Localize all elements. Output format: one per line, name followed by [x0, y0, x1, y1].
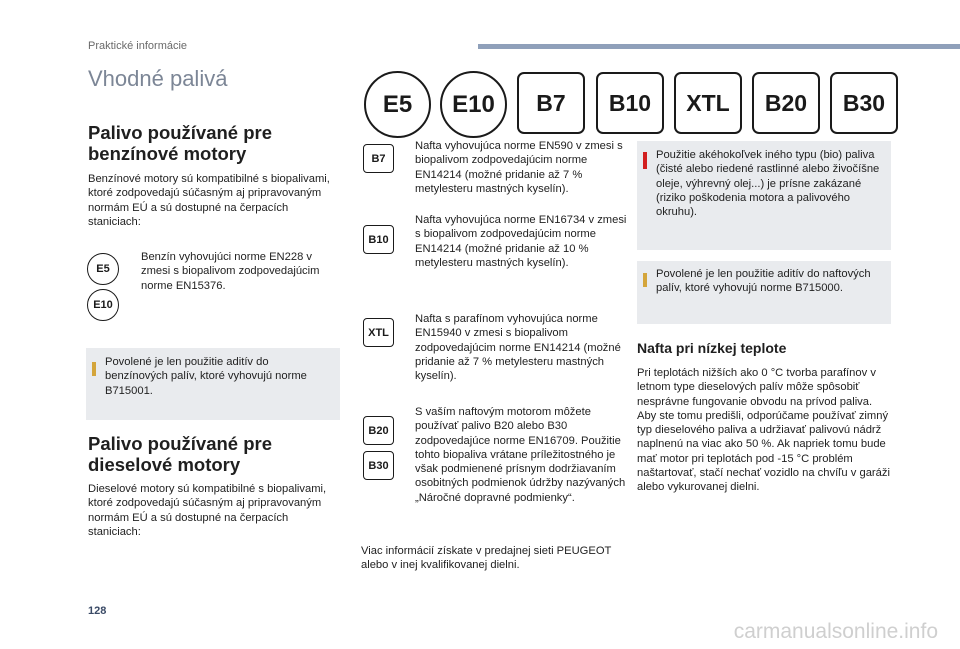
fuel-label-b10: B10 [596, 72, 664, 134]
warning-icon [643, 152, 647, 169]
b10-description: Nafta vyhovujúca norme EN16734 v zmesi s biopalivom zodpovedajúcim norme EN14214 (možné pridanie až 10 % metylesteru mastných kyselín). [415, 214, 627, 269]
diesel-intro: Dieselové motory sú kompatibilné s biopalivami, ktoré zodpovedajú súčasným aj pripravovaným normám EÚ a sú dostupné na čerpacích staniciach: [88, 483, 327, 538]
info-icon [643, 273, 647, 287]
watermark: carmanualsonline.info [733, 620, 938, 643]
diesel-note-text: Povolené je len použitie aditív do naftových palív, ktoré vyhovujú norme B715000. [656, 268, 871, 295]
fuel-label-b30: B30 [830, 72, 898, 134]
petrol-intro: Benzínové motory sú kompatibilné s biopalivami, ktoré zodpovedajú súčasným aj pripravovaným normám EÚ a sú dostupné na čerpacích staniciach: [88, 173, 330, 228]
petrol-note-text: Povolené je len použitie aditív do benzínových palív, ktoré vyhovujú norme B715001. [105, 356, 307, 397]
fuel-label-xtl: XTL [674, 72, 742, 134]
diesel-heading-line2: dieselové motory [88, 454, 241, 475]
info-icon [92, 362, 96, 376]
xtl-icon: XTL [363, 318, 394, 347]
b20-icon: B20 [363, 416, 394, 445]
petrol-heading-line2: benzínové motory [88, 143, 247, 164]
cold-heading: Nafta pri nízkej teplote [637, 340, 787, 356]
b7-description: Nafta vyhovujúca norme EN590 v zmesi s biopalivom zodpovedajúcim norme EN14214 (možné pridanie až 7 % metylesteru mastných kyselín). [415, 140, 623, 195]
petrol-heading [88, 122, 338, 164]
page-title: Vhodné palivá [88, 66, 228, 91]
fuel-label-e5: E5 [364, 71, 431, 138]
b20-b30-description: S vaším naftovým motorom môžete používať palivo B20 alebo B30 zodpovedajúce norme EN16709. Použitie tohto biopaliva vrátane príležitostného je však podmienené prísnym dodržiavaním osobitných podmienok údržby nazývaných „Náročné dopravné podmienky“. [415, 406, 626, 504]
diesel-heading [88, 433, 338, 475]
e10-icon: E10 [87, 289, 119, 321]
xtl-description: Nafta s parafínom vyhovujúca norme EN15940 v zmesi s biopalivom zodpovedajúcim norme EN14214 (možné pridanie až 7 % metylesteru mastných kyselín). [415, 313, 621, 383]
e5-icon: E5 [87, 253, 119, 285]
diesel-heading-line1: Palivo používané pre [88, 433, 273, 454]
page-number: 128 [88, 605, 107, 617]
petrol-fuel-description: Benzín vyhovujúci norme EN228 v zmesi s biopalivom zodpovedajúcim norme EN15376. [141, 251, 320, 292]
b7-icon: B7 [363, 144, 394, 173]
diesel-note-box [637, 261, 891, 324]
fuel-label-e10: E10 [440, 71, 507, 138]
fuel-label-b7: B7 [517, 72, 585, 134]
petrol-note-box [86, 348, 340, 420]
b30-icon: B30 [363, 451, 394, 480]
warning-box [637, 141, 891, 250]
more-info-text: Viac informácií získate v predajnej sieti PEUGEOT alebo v inej kvalifikovanej dielni. [361, 545, 612, 572]
warning-text: Použitie akéhokoľvek iného typu (bio) paliva (čisté alebo riedené rastlinné alebo živočíšne oleje, výhrevný olej...) je prísne zakázané (riziko poškodenia motora a palivového okruhu). [656, 149, 880, 219]
fuel-label-b20: B20 [752, 72, 820, 134]
header-accent-bar [478, 44, 960, 49]
section-header: Praktické informácie [88, 40, 188, 52]
cold-text: Pri teplotách nižších ako 0 °C tvorba parafínov v letnom type dieselových palív môže spôsobiť nesprávne fungovanie obvodu na prívod paliva. Aby ste tomu predišli, odporúčame používať zimný typ dieselového paliva a udržiavať palivovú nádrž naplnenú na viac ako 50 %. Ak napriek tomu bude mať motor pri teplotách pod -15 °C problém naštartovať, stačí nechať vozidlo na chvíľu v garáži alebo vykurovanej dielni. [637, 367, 890, 494]
b10-icon: B10 [363, 225, 394, 254]
petrol-heading-line1: Palivo používané pre [88, 122, 273, 143]
